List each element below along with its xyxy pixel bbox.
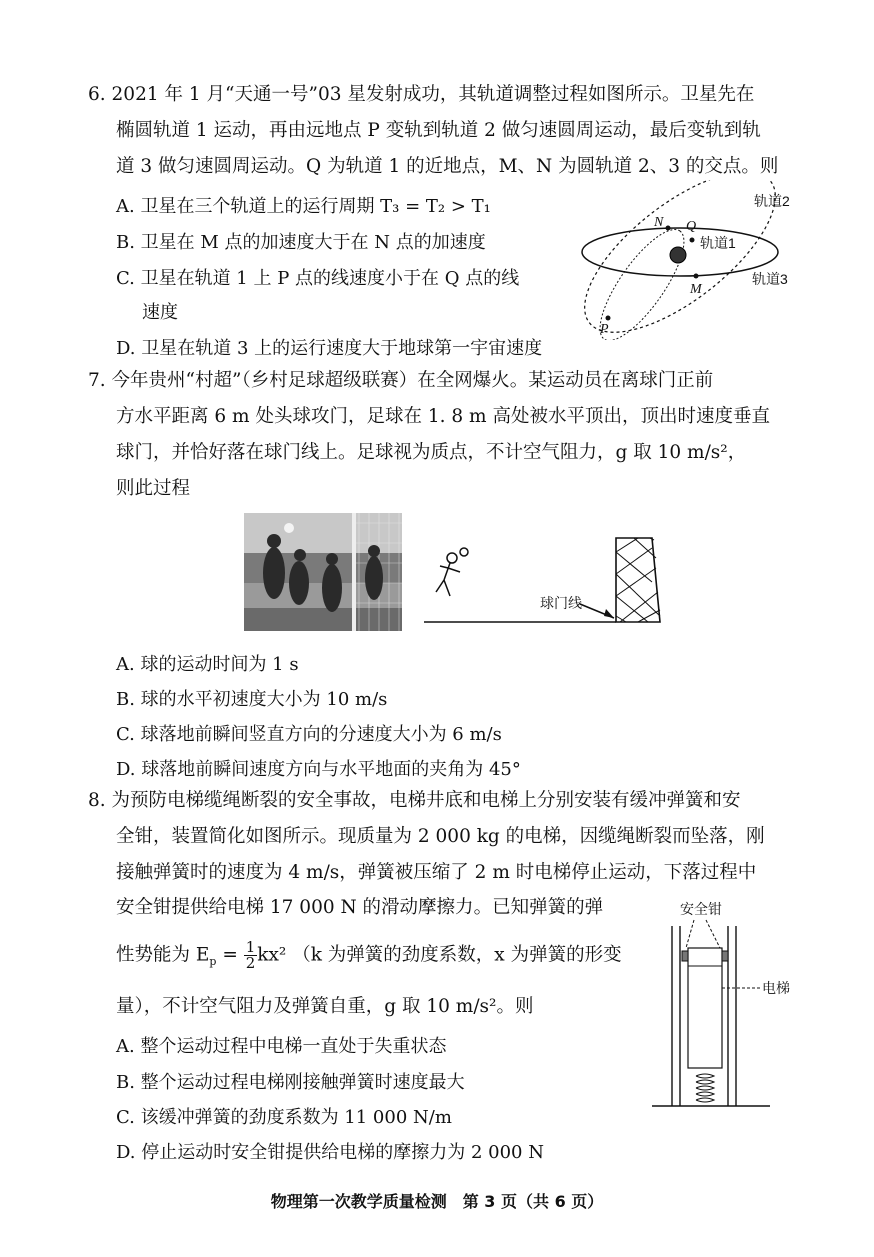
label-elevator: 电梯 xyxy=(762,980,790,996)
q8-option-d: D. 停止运动时安全钳提供给电梯的摩擦力为 2 000 N xyxy=(116,1142,544,1163)
q8-line-2: 全钳，装置简化如图所示。现质量为 2 000 kg 的电梯，因缆绳断裂而坠落，刚 xyxy=(116,826,765,847)
q8-line-3: 接触弹簧时的速度为 4 m/s，弹簧被压缩了 2 m 时电梯停止运动，下落过程中 xyxy=(116,862,757,883)
q7-option-b: B. 球的水平初速度大小为 10 m/s xyxy=(116,689,388,710)
q6-option-c-cont: 速度 xyxy=(142,302,178,323)
buffer-spring xyxy=(696,1074,714,1102)
point-n xyxy=(666,226,671,231)
q6-line-1: 6. 2021 年 1 月“天通一号”03 星发射成功，其轨道调整过程如图所示。卫星先在 xyxy=(88,84,755,105)
label-orbit-2: 轨道2 xyxy=(754,193,790,209)
elevator-diagram xyxy=(648,896,798,1116)
point-p xyxy=(606,316,611,321)
label-q: Q xyxy=(686,219,697,234)
player-figure xyxy=(436,553,460,596)
q8-line-6: 量），不计空气阻力及弹簧自重，g 取 10 m/s²。则 xyxy=(116,996,534,1017)
q6-option-b: B. 卫星在 M 点的加速度大于在 N 点的加速度 xyxy=(116,232,486,253)
orbit-diagram xyxy=(580,180,820,340)
ball xyxy=(460,548,468,556)
label-safety-clamp: 安全钳 xyxy=(680,901,722,917)
q6-line-2: 椭圆轨道 1 运动，再由远地点 P 变轨到轨道 2 做匀速圆周运动，最后变轨到轨 xyxy=(116,120,761,141)
label-orbit-3: 轨道3 xyxy=(752,271,788,287)
q8-line-4: 安全钳提供给电梯 17 000 N 的滑动摩擦力。已知弹簧的弹 xyxy=(116,897,604,918)
q8-option-c: C. 该缓冲弹簧的劲度系数为 11 000 N/m xyxy=(116,1107,452,1128)
q8-option-a: A. 整个运动过程中电梯一直处于失重状态 xyxy=(116,1036,447,1057)
q6-option-d: D. 卫星在轨道 3 上的运行速度大于地球第一宇宙速度 xyxy=(116,338,543,359)
q7-line-1: 7. 今年贵州“村超”（乡村足球超级联赛）在全网爆火。某运动员在离球门正前 xyxy=(88,370,714,391)
point-m xyxy=(694,274,699,279)
q7-option-c: C. 球落地前瞬间竖直方向的分速度大小为 6 m/s xyxy=(116,724,502,745)
q7-line-4: 则此过程 xyxy=(116,478,191,499)
q7-line-2: 方水平距离 6 m 处头球攻门，足球在 1. 8 m 高处被水平顶出，顶出时速度垂直 xyxy=(116,406,770,427)
q6-option-a: A. 卫星在三个轨道上的运行周期 T₃ = T₂ > T₁ xyxy=(116,196,491,217)
clamp-right xyxy=(722,951,728,961)
q8-line-1: 8. 为预防电梯缆绳断裂的安全事故，电梯井底和电梯上分别安装有缓冲弹簧和安 xyxy=(88,790,741,811)
label-n: N xyxy=(654,215,664,230)
point-q xyxy=(690,238,695,243)
label-m: M xyxy=(690,282,702,297)
page-footer: 物理第一次教学质量检测 第 3 页（共 6 页） xyxy=(270,1192,604,1211)
elevator-shaft xyxy=(652,926,770,1106)
q8-option-b: B. 整个运动过程电梯刚接触弹簧时速度最大 xyxy=(116,1072,465,1093)
header-diagram xyxy=(420,512,670,632)
q7-option-d: D. 球落地前瞬间速度方向与水平地面的夹角为 45° xyxy=(116,759,521,780)
q7-option-a: A. 球的运动时间为 1 s xyxy=(116,654,299,675)
label-p: P xyxy=(600,322,609,337)
goal-net xyxy=(616,538,660,622)
q8-line-5: 性势能为 $E_p$ = $\frac{1}{2}$ kx² （k 为弹簧的劲度系数，x 为弹簧的形变 xyxy=(116,938,622,972)
q6-line-3: 道 3 做匀速圆周运动。Q 为轨道 1 的近地点，M、N 为圆轨道 2、3 的交点。则 xyxy=(116,156,779,177)
soccer-photo xyxy=(244,513,402,631)
earth xyxy=(670,247,686,263)
q6-option-c: C. 卫星在轨道 1 上 P 点的线速度小于在 Q 点的线 xyxy=(116,268,520,289)
label-goal-line: 球门线 xyxy=(540,595,582,611)
fraction-one-half: $\frac{1}{2}$ xyxy=(245,938,256,972)
q7-line-3: 球门，并恰好落在球门线上。足球视为质点，不计空气阻力，g 取 10 m/s²， xyxy=(116,442,747,463)
clamp-left xyxy=(682,951,688,961)
label-orbit-1: 轨道1 xyxy=(700,235,736,251)
